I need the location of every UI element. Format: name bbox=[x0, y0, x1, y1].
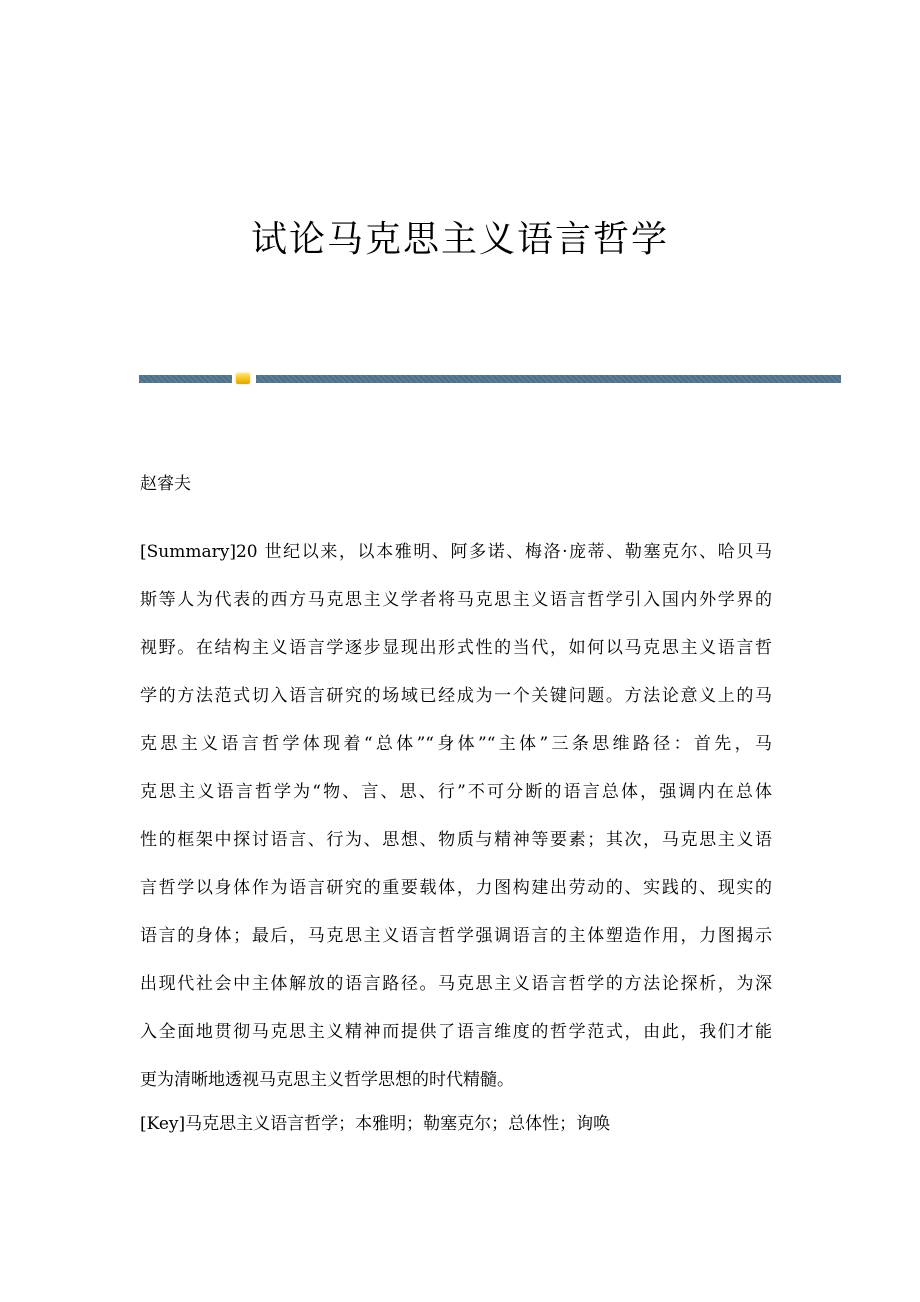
title-divider bbox=[139, 375, 841, 383]
abstract-line: 出现代社会中主体解放的语言路径。马克思主义语言哲学的方法论探析，为深 bbox=[140, 974, 772, 994]
abstract-line: [Summary]20 世纪以来，以本雅明、阿多诺、梅洛·庞蒂、勒塞克尔、哈贝马 bbox=[140, 542, 772, 562]
abstract-line: 斯等人为代表的西方马克思主义学者将马克思主义语言哲学引入国内外学界的 bbox=[140, 590, 772, 610]
abstract-line: 入全面地贯彻马克思主义精神而提供了语言维度的哲学范式，由此，我们才能 bbox=[140, 1022, 772, 1042]
abstract-paragraph bbox=[140, 528, 772, 1104]
divider-bar-left bbox=[139, 375, 232, 383]
author-name: 赵睿夫 bbox=[140, 474, 191, 494]
abstract-line: 言哲学以身体作为语言研究的重要载体，力图构建出劳动的、实践的、现实的 bbox=[140, 878, 772, 898]
abstract-line: 学的方法范式切入语言研究的场域已经成为一个关键问题。方法论意义上的马 bbox=[140, 686, 772, 706]
document-title: 试论马克思主义语言哲学 bbox=[250, 219, 669, 260]
abstract-line: 性的框架中探讨语言、行为、思想、物质与精神等要素；其次，马克思主义语 bbox=[140, 830, 772, 850]
abstract-line: 语言的身体；最后，马克思主义语言哲学强调语言的主体塑造作用，力图揭示 bbox=[140, 926, 772, 946]
divider-ornament-icon bbox=[236, 373, 250, 384]
abstract-line: 克思主义语言哲学体现着“总体”“身体”“主体”三条思维路径：首先，马 bbox=[140, 734, 772, 754]
abstract-line: 视野。在结构主义语言学逐步显现出形式性的当代，如何以马克思主义语言哲 bbox=[140, 638, 772, 658]
divider-bar-right bbox=[256, 375, 841, 383]
keywords-line: [Key]马克思主义语言哲学；本雅明；勒塞克尔；总体性；询唤 bbox=[140, 1114, 611, 1134]
abstract-line: 克思主义语言哲学为“物、言、思、行”不可分断的语言总体，强调内在总体 bbox=[140, 782, 772, 802]
abstract-line: 更为清晰地透视马克思主义哲学思想的时代精髓。 bbox=[140, 1070, 514, 1090]
